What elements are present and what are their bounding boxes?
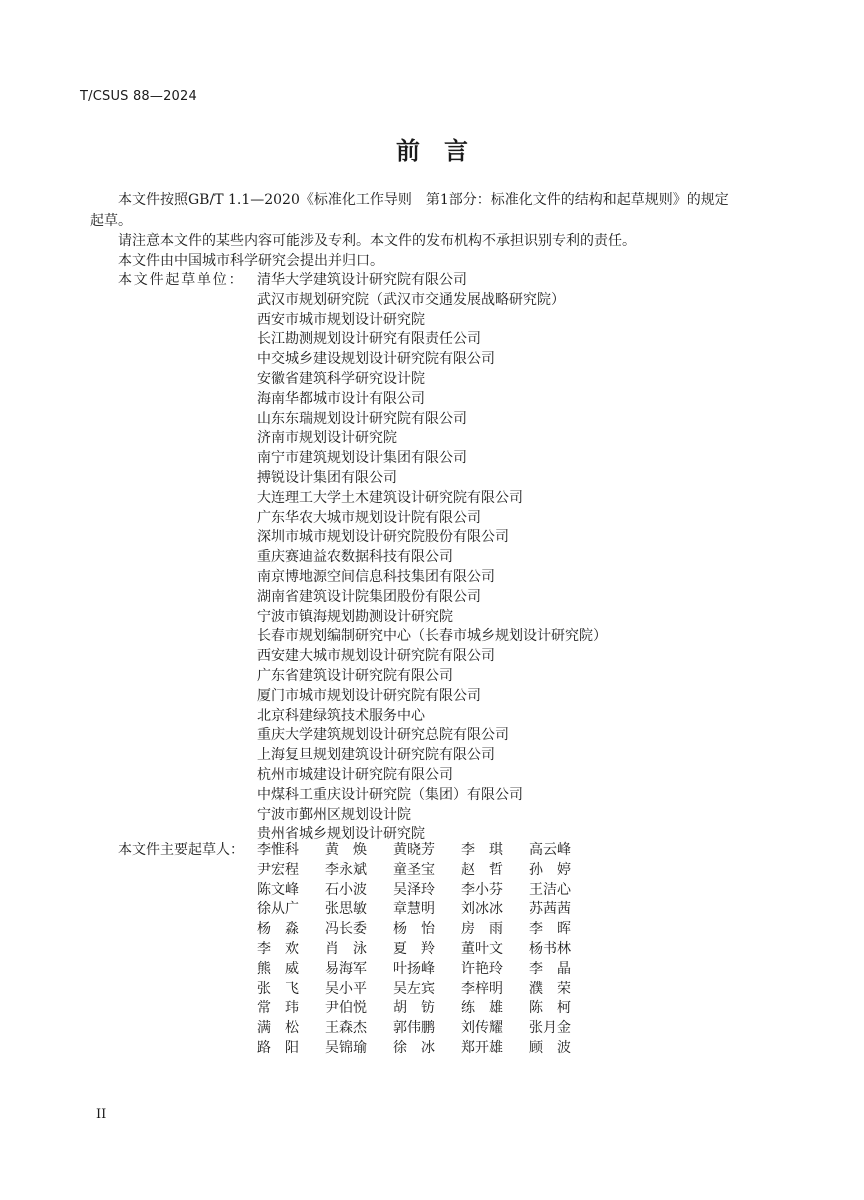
drafter-name: 冯长委 <box>325 921 367 938</box>
drafting-unit-item: 中交城乡建设规划设计研究院有限公司 <box>257 351 495 368</box>
drafting-unit-item: 重庆大学建筑规划设计研究总院有限公司 <box>257 727 509 744</box>
drafting-unit-item: 北京科建绿筑技术服务中心 <box>257 707 425 724</box>
drafter-name: 郭伟鹏 <box>393 1020 435 1037</box>
drafting-unit-item: 深圳市城市规划设计研究院股份有限公司 <box>257 529 509 546</box>
drafting-unit-item: 贵州省城乡规划设计研究院 <box>257 826 425 843</box>
main-drafters-grid <box>257 841 597 1059</box>
drafting-unit-item: 清华大学建筑设计研究院有限公司 <box>257 272 467 288</box>
drafter-name: 黄 焕 <box>325 842 367 858</box>
drafter-name: 徐 冰 <box>393 1039 435 1056</box>
drafter-name: 练 雄 <box>461 1000 503 1017</box>
drafter-name: 李小芬 <box>461 881 503 898</box>
drafting-unit-item: 湖南省建筑设计院集团股份有限公司 <box>257 588 481 605</box>
drafter-name: 杨 怡 <box>393 921 435 938</box>
drafter-name: 常 玮 <box>257 1000 299 1017</box>
drafting-units-label: 本文件起草单位： <box>118 272 245 288</box>
drafter-name: 吴小平 <box>325 980 367 997</box>
drafting-unit-item: 山东东瑞规划设计研究院有限公司 <box>257 410 467 427</box>
drafting-unit-item: 安徽省建筑科学研究设计院 <box>257 370 425 387</box>
drafter-name: 李永斌 <box>325 861 367 878</box>
drafting-unit-item: 重庆赛迪益农数据科技有限公司 <box>257 549 453 566</box>
drafting-unit-item: 南京博地源空间信息科技集团有限公司 <box>257 568 495 585</box>
drafting-unit-item: 长春市规划编制研究中心（长春市城乡规划设计研究院） <box>257 628 607 645</box>
drafter-name: 石小波 <box>325 881 367 898</box>
drafter-name: 满 松 <box>257 1020 299 1037</box>
drafter-name: 熊 威 <box>257 960 299 977</box>
drafter-name: 苏茜茜 <box>529 901 571 918</box>
drafter-name: 李 欢 <box>257 940 299 957</box>
paragraph-line: 起草。 <box>90 213 132 229</box>
drafting-unit-item: 广东省建筑设计研究院有限公司 <box>257 667 453 684</box>
drafter-name: 房 雨 <box>461 921 503 938</box>
drafter-name: 李 晶 <box>529 960 571 977</box>
drafter-name: 徐从广 <box>257 901 299 918</box>
drafting-unit-item: 长江勘测规划设计研究有限责任公司 <box>257 331 481 348</box>
paragraph-proposer <box>90 251 780 272</box>
drafting-unit-item: 上海复旦规划建筑设计研究院有限公司 <box>257 747 495 764</box>
drafting-unit-item: 广东华农大城市规划设计院有限公司 <box>257 509 481 526</box>
paragraph-standard-basis <box>90 190 780 232</box>
drafter-name: 杨书林 <box>529 940 571 957</box>
drafter-name: 吴左宾 <box>393 980 435 997</box>
paragraph-line: 本文件按照GB/T 1.1—2020《标准化工作导则 第1部分：标准化文件的结构和起草规则》的规定 <box>118 192 729 208</box>
drafting-unit-item: 南宁市建筑规划设计集团有限公司 <box>257 450 467 467</box>
drafter-name: 董叶文 <box>461 940 503 957</box>
drafter-name: 赵 哲 <box>461 861 503 878</box>
drafter-name: 陈 柯 <box>529 1000 571 1017</box>
drafter-name: 尹宏程 <box>257 861 299 878</box>
drafter-name: 李 晖 <box>529 921 571 938</box>
drafter-name: 吴泽玲 <box>393 881 435 898</box>
paragraph-line: 请注意本文件的某些内容可能涉及专利。本文件的发布机构不承担识别专利的责任。 <box>118 233 636 249</box>
drafting-unit-item: 海南华都城市设计有限公司 <box>257 390 425 407</box>
drafter-name: 肖 泳 <box>325 940 367 957</box>
drafter-name: 杨 淼 <box>257 921 299 938</box>
drafter-name: 李 琪 <box>461 842 503 858</box>
drafter-name: 刘传耀 <box>461 1020 503 1037</box>
drafting-unit-item: 西安市城市规划设计研究院 <box>257 311 425 328</box>
drafter-name: 陈文峰 <box>257 881 299 898</box>
drafter-name: 吴锦瑜 <box>325 1039 367 1056</box>
drafter-name: 章慧明 <box>393 901 435 918</box>
drafter-name: 路 阳 <box>257 1039 299 1056</box>
drafter-name: 李梓明 <box>461 980 503 997</box>
drafter-name: 郑开雄 <box>461 1039 503 1056</box>
drafter-name: 易海军 <box>325 960 367 977</box>
paragraph-line: 本文件由中国城市科学研究会提出并归口。 <box>118 253 384 269</box>
drafting-unit-item: 厦门市城市规划设计研究院有限公司 <box>257 687 481 704</box>
drafter-name: 叶扬峰 <box>393 960 435 977</box>
drafting-unit-item: 宁波市镇海规划勘测设计研究院 <box>257 608 453 625</box>
drafting-unit-item: 济南市规划设计研究院 <box>257 430 397 447</box>
drafter-name: 胡 钫 <box>393 1000 435 1017</box>
drafter-name: 尹伯悦 <box>325 1000 367 1017</box>
drafting-unit-item: 搏锐设计集团有限公司 <box>257 469 397 486</box>
drafter-name: 许艳玲 <box>461 960 503 977</box>
drafter-name: 濮 荣 <box>529 980 571 997</box>
drafter-name: 黄晓芳 <box>393 842 435 858</box>
drafter-name: 张月金 <box>529 1020 571 1037</box>
drafter-name: 王森杰 <box>325 1020 367 1037</box>
drafter-name: 童圣宝 <box>393 861 435 878</box>
page-title: 前言 <box>396 137 492 165</box>
drafter-name: 李惟科 <box>257 842 299 858</box>
drafting-unit-item: 西安建大城市规划设计研究院有限公司 <box>257 648 495 665</box>
main-drafters-label: 本文件主要起草人： <box>118 842 244 858</box>
drafter-name: 夏 羚 <box>393 940 435 957</box>
drafting-unit-item: 武汉市规划研究院（武汉市交通发展战略研究院） <box>257 291 565 308</box>
drafter-name: 顾 波 <box>529 1039 571 1056</box>
drafting-unit-item: 宁波市鄞州区规划设计院 <box>257 806 411 823</box>
paragraph-patent-notice <box>90 231 780 252</box>
drafter-name: 张思敏 <box>325 901 367 918</box>
drafter-name: 张 飞 <box>257 980 299 997</box>
drafting-unit-item: 杭州市城建设计研究院有限公司 <box>257 766 453 783</box>
document-code: T/CSUS 88—2024 <box>80 89 197 104</box>
drafter-name: 孙 婷 <box>529 861 571 878</box>
drafter-name: 刘冰冰 <box>461 901 503 918</box>
drafting-unit-item: 中煤科工重庆设计研究院（集团）有限公司 <box>257 786 523 803</box>
drafting-units-list <box>257 271 607 845</box>
drafter-name: 王洁心 <box>529 881 571 898</box>
drafter-name: 高云峰 <box>529 842 571 858</box>
drafting-unit-item: 大连理工大学土木建筑设计研究院有限公司 <box>257 489 523 506</box>
page-number: II <box>96 1107 107 1122</box>
